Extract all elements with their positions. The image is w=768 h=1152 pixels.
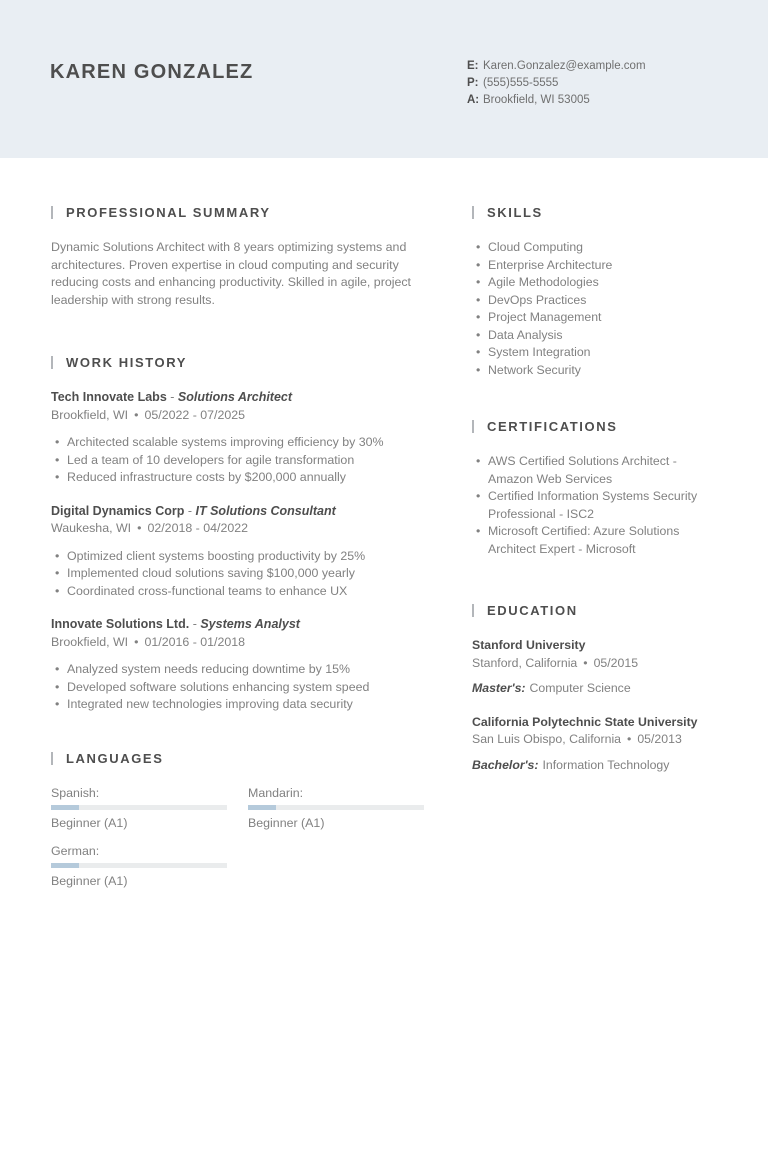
job-entry xyxy=(51,503,441,601)
language-progress-fill xyxy=(248,805,276,810)
job-bullet: • Reduced infrastructure costs by $200,000 annually xyxy=(51,469,441,487)
job-separator: - xyxy=(192,617,197,631)
section-heading xyxy=(51,751,441,766)
language-item xyxy=(51,785,227,832)
job-bullet: • Led a team of 10 developers for agile transformation xyxy=(51,452,441,470)
language-level: Beginner (A1) xyxy=(248,815,325,830)
resume-body xyxy=(0,158,768,890)
left-column xyxy=(51,205,441,890)
dot-separator: • xyxy=(627,732,632,746)
skill-item: • System Integration xyxy=(472,344,722,362)
job-entry xyxy=(51,616,441,714)
right-column xyxy=(472,205,722,890)
job-title-line xyxy=(51,503,441,521)
degree-value: Computer Science xyxy=(529,681,631,695)
language-progress-track xyxy=(51,805,227,810)
section-heading xyxy=(472,419,722,434)
job-role: Systems Analyst xyxy=(200,617,300,631)
school-date: 05/2013 xyxy=(637,732,682,746)
skill-item: • DevOps Practices xyxy=(472,292,722,310)
job-bullet-list xyxy=(51,661,441,714)
language-name: Spanish: xyxy=(51,785,100,800)
language-level: Beginner (A1) xyxy=(51,815,128,830)
section-title-education: EDUCATION xyxy=(487,603,578,618)
section-work-history xyxy=(51,355,441,714)
job-bullet-list xyxy=(51,548,441,601)
section-languages xyxy=(51,751,441,890)
skill-item: • Project Management xyxy=(472,309,722,327)
section-accent-bar xyxy=(51,206,53,219)
section-title-work-history: WORK HISTORY xyxy=(66,355,188,370)
section-accent-bar xyxy=(472,604,474,617)
job-meta-line xyxy=(51,407,441,425)
language-item xyxy=(51,843,227,890)
school-meta-line xyxy=(472,731,722,749)
certification-item: • AWS Certified Solutions Architect - Amazon Web Services xyxy=(472,453,722,488)
job-location: Brookfield, WI xyxy=(51,407,129,422)
job-role: Solutions Architect xyxy=(177,390,293,404)
address-value: Brookfield, WI 53005 xyxy=(483,94,590,106)
section-title-languages: LANGUAGES xyxy=(66,750,164,766)
section-accent-bar xyxy=(51,356,53,369)
school-entry xyxy=(472,637,722,698)
skill-item: • Agile Methodologies xyxy=(472,274,722,292)
job-bullet: • Coordinated cross-functional teams to enhance UX xyxy=(51,583,441,601)
certification-item: • Certified Information Systems Security Professional - ISC2 xyxy=(472,488,722,523)
candidate-name: KAREN GONZALEZ xyxy=(50,61,254,83)
job-bullet: • Implemented cloud solutions saving $100,000 yearly xyxy=(51,565,441,583)
section-heading xyxy=(51,355,441,370)
degree-line xyxy=(472,680,722,698)
dot-separator: • xyxy=(137,521,142,535)
language-progress-track xyxy=(51,863,227,868)
job-location: Brookfield, WI xyxy=(51,634,129,649)
certification-item: • Microsoft Certified: Azure Solutions Architect Expert - Microsoft xyxy=(472,523,722,558)
job-bullet: • Integrated new technologies improving data security xyxy=(51,696,441,714)
degree-label: Bachelor's: xyxy=(472,757,539,772)
school-location: San Luis Obispo, California xyxy=(472,732,622,746)
job-company: Innovate Solutions Ltd. xyxy=(51,617,190,631)
job-dates: 05/2022 - 07/2025 xyxy=(144,407,246,422)
language-item xyxy=(248,785,424,832)
dot-separator: • xyxy=(134,407,139,422)
skill-item: • Enterprise Architecture xyxy=(472,257,722,275)
job-title-line xyxy=(51,616,441,634)
job-separator: - xyxy=(187,503,193,518)
language-progress-track xyxy=(248,805,424,810)
section-title-summary: PROFESSIONAL SUMMARY xyxy=(66,205,271,220)
section-accent-bar xyxy=(472,206,474,219)
school-name: Stanford University xyxy=(472,638,586,652)
language-progress-fill xyxy=(51,805,79,810)
school-location: Stanford, California xyxy=(472,655,578,670)
school-entry xyxy=(472,714,722,775)
phone-label: P: xyxy=(467,77,479,89)
contact-phone-row xyxy=(467,75,646,92)
language-name: German: xyxy=(51,843,100,858)
section-title-certifications: CERTIFICATIONS xyxy=(487,419,618,434)
language-level: Beginner (A1) xyxy=(51,873,128,888)
job-bullet: • Optimized client systems boosting productivity by 25% xyxy=(51,548,441,566)
school-date: 05/2015 xyxy=(593,655,639,670)
job-meta-line xyxy=(51,520,441,538)
job-role: IT Solutions Consultant xyxy=(195,503,336,518)
job-company: Tech Innovate Labs xyxy=(51,390,167,404)
job-separator: - xyxy=(170,390,175,404)
degree-line xyxy=(472,757,722,775)
school-meta-line xyxy=(472,655,722,673)
school-name: California Polytechnic State University xyxy=(472,714,698,729)
skill-item: • Network Security xyxy=(472,362,722,380)
job-title-line xyxy=(51,389,441,407)
skill-item: • Cloud Computing xyxy=(472,239,722,257)
address-label: A: xyxy=(467,94,480,106)
dot-separator: • xyxy=(583,655,588,670)
job-dates: 01/2016 - 01/2018 xyxy=(144,634,246,649)
section-title-skills: SKILLS xyxy=(487,205,543,220)
language-name: Mandarin: xyxy=(248,785,304,800)
section-skills xyxy=(472,205,722,379)
section-certifications xyxy=(472,419,722,558)
contact-address-row xyxy=(467,92,646,109)
language-grid xyxy=(51,785,441,890)
section-accent-bar xyxy=(51,752,53,765)
job-company: Digital Dynamics Corp xyxy=(51,503,185,518)
email-value: Karen.Gonzalez@example.com xyxy=(483,60,646,72)
section-education xyxy=(472,603,722,774)
job-dates: 02/2018 - 04/2022 xyxy=(147,521,249,535)
phone-value: (555)555-5555 xyxy=(483,77,559,89)
job-bullet: • Architected scalable systems improving efficiency by 30% xyxy=(51,434,441,452)
degree-value: Information Technology xyxy=(542,757,670,772)
job-entry xyxy=(51,389,441,487)
language-progress-fill xyxy=(51,863,79,868)
degree-label: Master's: xyxy=(472,681,526,695)
email-label: E: xyxy=(467,60,479,72)
job-meta-line xyxy=(51,634,441,652)
job-bullet-list xyxy=(51,434,441,487)
skill-item: • Data Analysis xyxy=(472,327,722,345)
certifications-list xyxy=(472,453,722,558)
contact-email-row xyxy=(467,58,646,75)
dot-separator: • xyxy=(134,634,139,649)
section-accent-bar xyxy=(472,420,474,433)
section-heading xyxy=(472,603,722,618)
skills-list xyxy=(472,239,722,379)
section-heading xyxy=(51,205,441,220)
contact-block xyxy=(467,58,646,109)
resume-header xyxy=(0,0,768,158)
summary-text: Dynamic Solutions Architect with 8 years optimizing systems and architectures. Proven expertise in cloud computing and security reducing costs and enhancing productivity. Skilled in agile, project leadership with strong results. xyxy=(51,240,411,307)
section-professional-summary xyxy=(51,205,441,309)
job-bullet: • Developed software solutions enhancing system speed xyxy=(51,679,441,697)
job-bullet: • Analyzed system needs reducing downtime by 15% xyxy=(51,661,441,679)
job-location: Waukesha, WI xyxy=(51,521,132,535)
section-heading xyxy=(472,205,722,220)
